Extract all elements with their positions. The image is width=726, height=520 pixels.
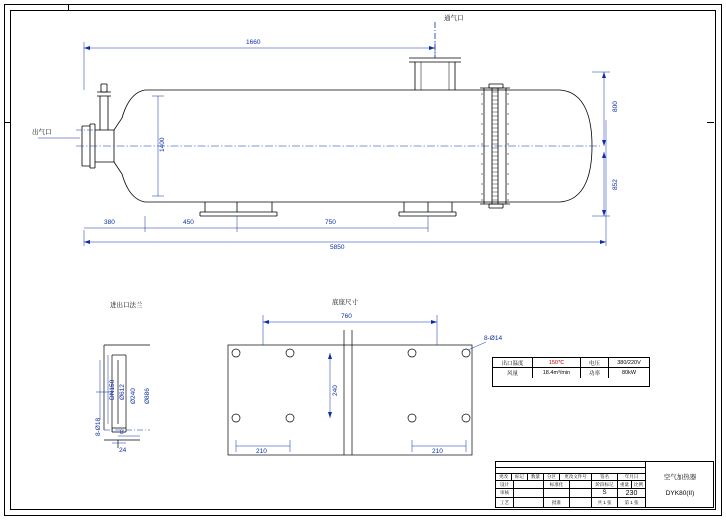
flange-view-title: 进出口法兰 <box>110 302 143 309</box>
rev-header-cell: 更改文件号 <box>560 474 592 480</box>
tb-cell-review-label: 审核 <box>496 489 514 497</box>
dim-base-210-right: 210 <box>432 448 443 455</box>
dim-flange-24: 24 <box>119 447 127 454</box>
param-value-outlet-temp: 150℃ <box>533 358 581 367</box>
parameter-table <box>492 357 650 387</box>
callout-vent: 通气口 <box>444 15 464 22</box>
tb-cell-scale-label: 比例 <box>634 481 643 487</box>
param-value-power: 80kW <box>621 370 637 376</box>
dim-flange-886: Ø886 <box>144 388 151 404</box>
tb-cell-blank <box>544 489 570 497</box>
tb-cell-process-value <box>514 498 544 507</box>
title-row <box>496 489 645 498</box>
dim-right-852: 852 <box>612 179 619 190</box>
rev-header-cell: 签名 <box>592 474 618 480</box>
dim-base-210-left: 210 <box>256 448 267 455</box>
title-block-name-area <box>645 462 714 507</box>
base-view-title: 底座尺寸 <box>332 299 358 306</box>
param-row <box>493 358 649 368</box>
tb-cell-weight-value: 230 <box>625 489 638 497</box>
dim-flange-bolt: 8-Ø18 <box>95 417 102 436</box>
rev-header-cell: 标记 <box>512 474 528 480</box>
param-label-airflow: 风量 <box>493 368 533 378</box>
tb-cell-weight-label: 重量 <box>618 481 632 488</box>
tb-cell-sheet-no: 第 1 张 <box>624 499 639 505</box>
tb-cell-standard-value <box>570 481 592 488</box>
drawing-title: 空气加热器 <box>663 474 697 481</box>
dim-bottom-450: 450 <box>183 219 194 226</box>
tb-cell-review-value <box>514 489 544 497</box>
dim-flange-dn150: DN150 <box>109 379 116 400</box>
title-row <box>496 481 645 489</box>
dim-base-hole-note: 8-Ø14 <box>484 335 503 342</box>
param-label-outlet-temp: 出口温度 <box>493 358 533 367</box>
param-value-airflow: 18.4m³/min <box>533 368 581 378</box>
dim-vessel-1400: 1400 <box>159 137 166 152</box>
rev-header-cell: 数量 <box>528 474 544 480</box>
dim-flange-240: Ø240 <box>130 388 137 404</box>
title-row <box>496 498 645 507</box>
callout-inlet: 出气口 <box>32 129 52 136</box>
dim-base-240: 240 <box>332 385 339 396</box>
dim-right-800: 800 <box>612 101 619 112</box>
tb-cell-design-label: 设计 <box>496 481 514 488</box>
tb-cell-stage-label: 阶段标记 <box>592 481 618 488</box>
tb-cell-sheet-total: 共 1 张 <box>592 498 618 507</box>
tb-cell-approve-label: 批准 <box>544 498 570 507</box>
revision-header-row <box>496 474 645 481</box>
param-label-voltage: 电压 <box>581 358 609 367</box>
param-row <box>493 368 649 378</box>
tb-cell-approve-value <box>570 498 592 507</box>
dim-base-760: 760 <box>341 313 352 320</box>
revision-blank-row <box>496 468 645 474</box>
tb-cell-process-label: 工艺 <box>496 498 514 507</box>
param-value-voltage: 380/220V <box>617 359 641 366</box>
tb-cell-blank2 <box>570 489 592 497</box>
dim-bottom-750: 750 <box>325 219 336 226</box>
dim-top-1660: 1660 <box>246 39 261 46</box>
dim-flange-8: 8 <box>120 429 124 436</box>
rev-header-cell: 更改 <box>496 474 512 480</box>
tb-cell-standard-label: 标准化 <box>544 481 570 488</box>
title-block <box>495 461 714 508</box>
dim-bottom-380: 380 <box>104 219 115 226</box>
dim-overall-5850: 5850 <box>330 244 345 251</box>
tb-cell-stage-value: S <box>592 489 618 497</box>
tb-cell-design-value <box>514 481 544 488</box>
drawing-model: DYK80(II) <box>665 490 695 497</box>
rev-header-cell: 分区 <box>544 474 560 480</box>
param-label-power: 功率 <box>581 368 609 378</box>
dim-flange-612: Ø612 <box>119 384 126 400</box>
rev-header-cell: 年月日 <box>624 474 639 479</box>
